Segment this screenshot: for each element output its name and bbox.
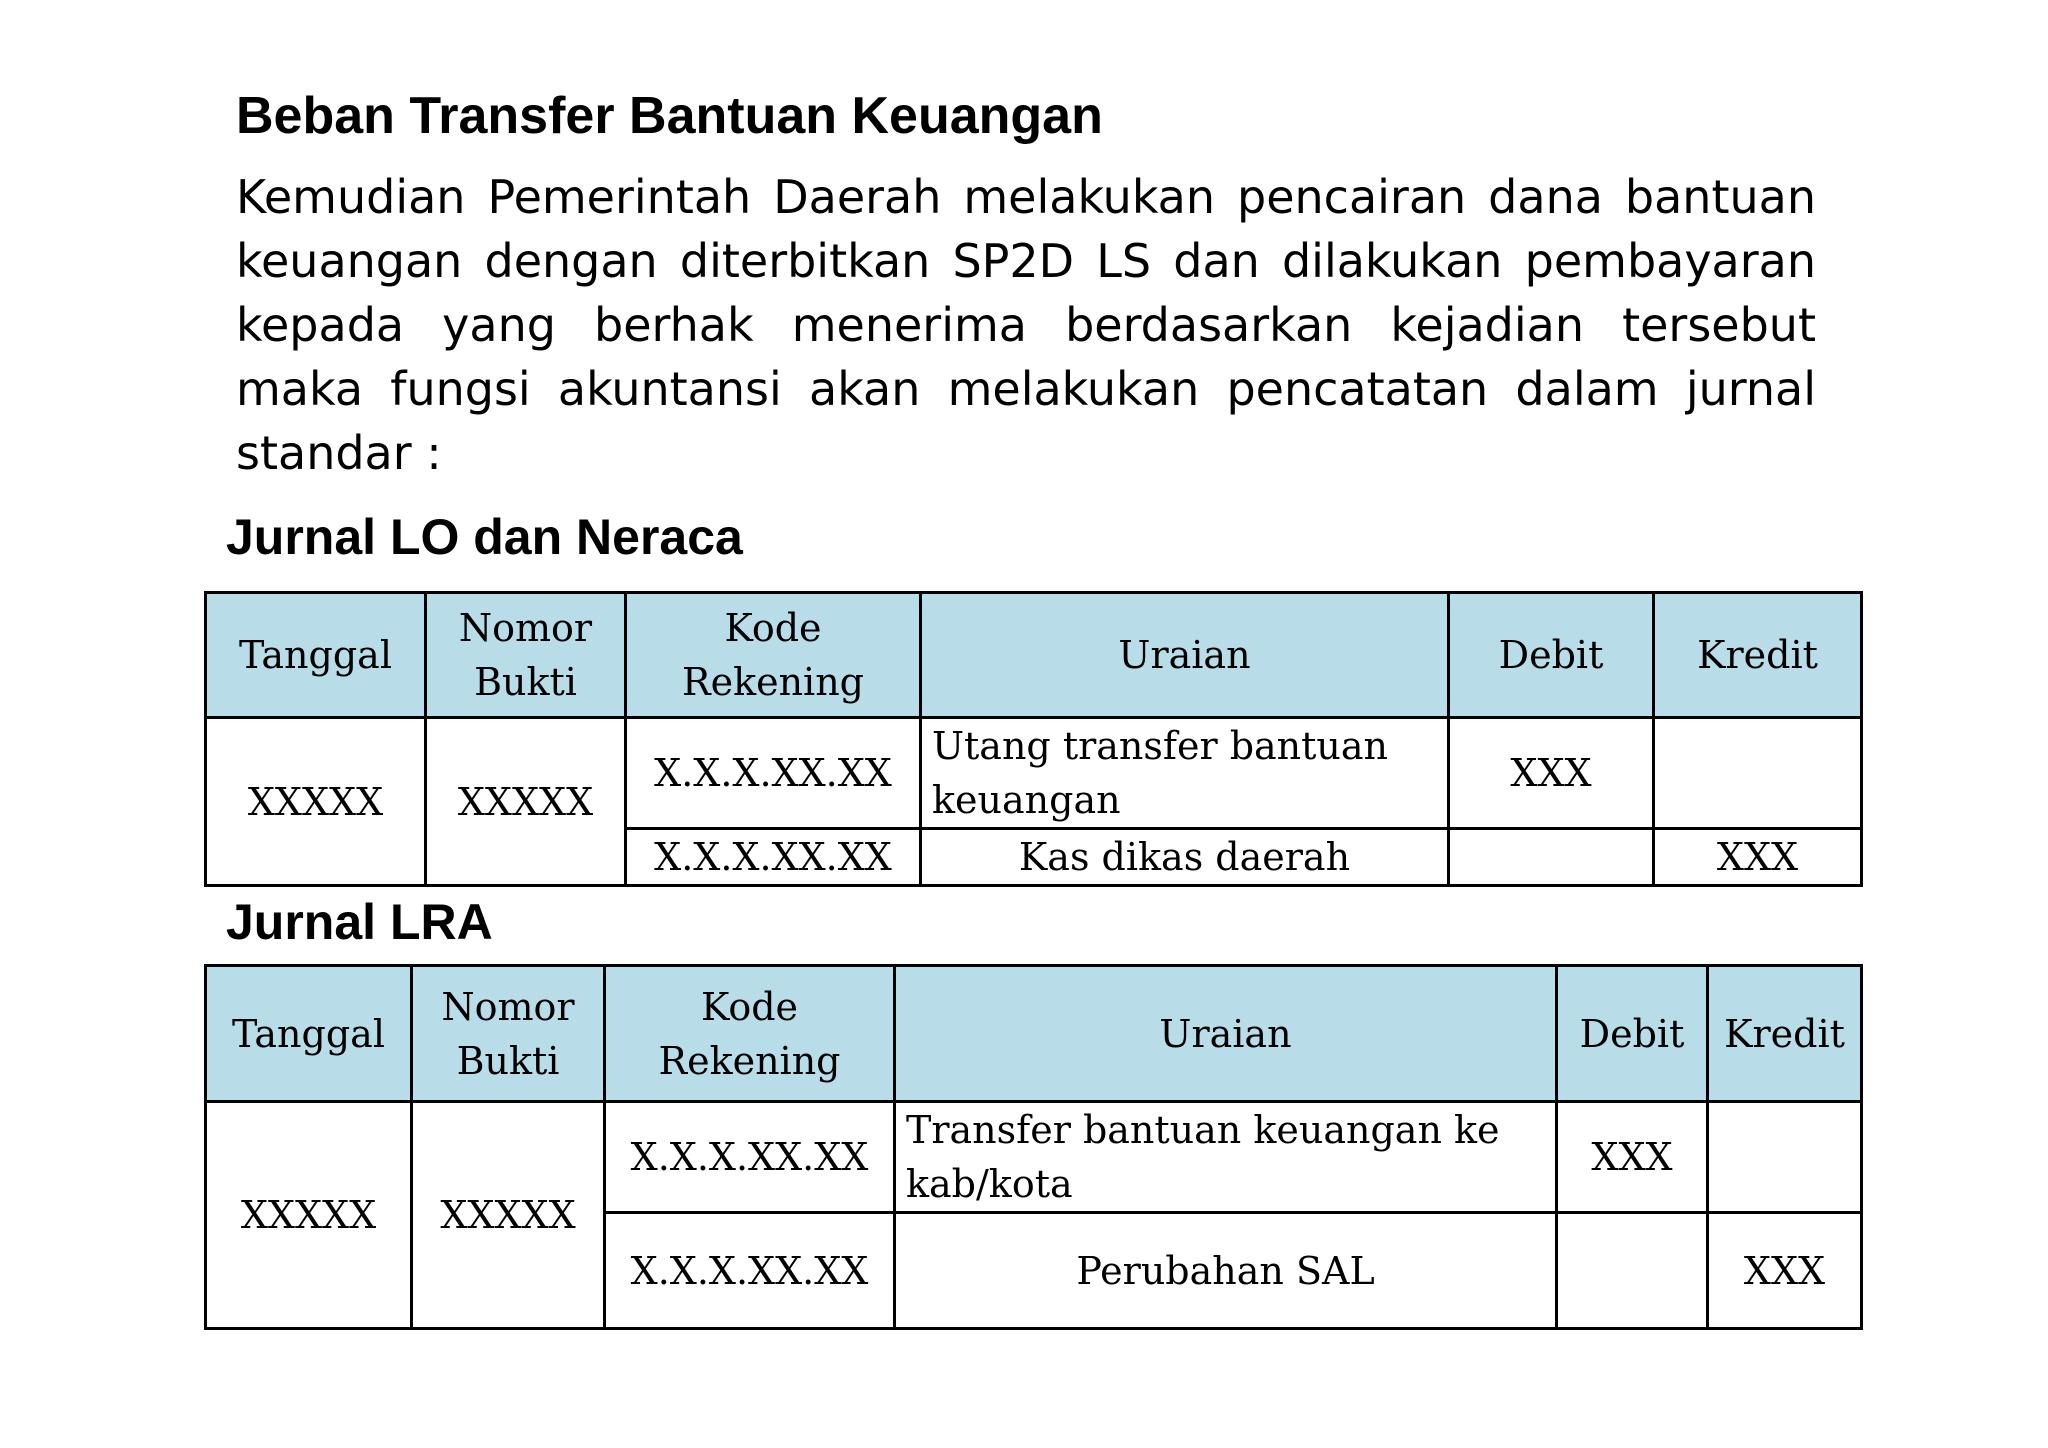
cell-debit: XXX [1557,1102,1708,1213]
cell-kode: X.X.X.XX.XX [605,1213,895,1329]
col-header-kode-rekening [626,593,921,718]
cell-kode: X.X.X.XX.XX [626,829,921,886]
cell-kredit: XXX [1708,1213,1862,1329]
col-header-uraian: Uraian [921,593,1449,718]
col-header-nomor-bukti [412,966,605,1102]
col-header-debit: Debit [1449,593,1654,718]
header-line: Bukti [474,660,577,704]
description-paragraph: Kemudian Pemerintah Daerah melakukan pencairan dana bantuan keuangan dengan diterbitkan SP2D LS dan dilakukan pembayaran kepada yang berhak menerima berdasarkan kejadian tersebut maka fungsi akuntansi akan melakukan pencatatan dalam jurnal standar : [236,170,1816,480]
header-line: Rekening [658,1038,841,1083]
table-row [206,1102,1862,1213]
cell-uraian: Transfer bantuan keuangan ke kab/kota [895,1102,1557,1213]
header-line: Kode [724,606,822,650]
cell-kode: X.X.X.XX.XX [626,718,921,829]
cell-debit [1557,1213,1708,1329]
journal-lra-table [204,964,1863,1330]
header-line: Rekening [681,660,865,704]
cell-uraian: Utang transfer bantuan keuangan [921,718,1449,829]
section-title-lo: Jurnal LO dan Neraca [226,509,743,565]
cell-kode: X.X.X.XX.XX [605,1102,895,1213]
cell-tanggal: XXXXX [206,1102,412,1329]
cell-nomor-bukti: XXXXX [412,1102,605,1329]
page-title: Beban Transfer Bantuan Keuangan [236,87,1103,145]
col-header-kredit: Kredit [1708,966,1862,1102]
col-header-kredit: Kredit [1654,593,1862,718]
header-line: Kode [700,984,799,1029]
cell-kredit [1708,1102,1862,1213]
cell-tanggal: XXXXX [206,718,426,886]
col-header-tanggal: Tanggal [206,966,412,1102]
col-header-debit: Debit [1557,966,1708,1102]
cell-debit [1449,829,1654,886]
col-header-kode-rekening [605,966,895,1102]
journal-lo-table [204,591,1863,887]
table-row [206,718,1862,829]
cell-kredit: XXX [1654,829,1862,886]
cell-nomor-bukti: XXXXX [426,718,626,886]
cell-debit: XXX [1449,718,1654,829]
col-header-uraian: Uraian [895,966,1557,1102]
section-title-lra: Jurnal LRA [226,894,493,950]
header-line: Bukti [456,1038,560,1083]
col-header-nomor-bukti [426,593,626,718]
header-line: Nomor [458,606,593,650]
header-line: Nomor [441,984,575,1029]
cell-kredit [1654,718,1862,829]
cell-uraian: Kas dikas daerah [921,829,1449,886]
col-header-tanggal: Tanggal [206,593,426,718]
cell-uraian: Perubahan SAL [895,1213,1557,1329]
table-header-row [206,593,1862,718]
table-header-row [206,966,1862,1102]
